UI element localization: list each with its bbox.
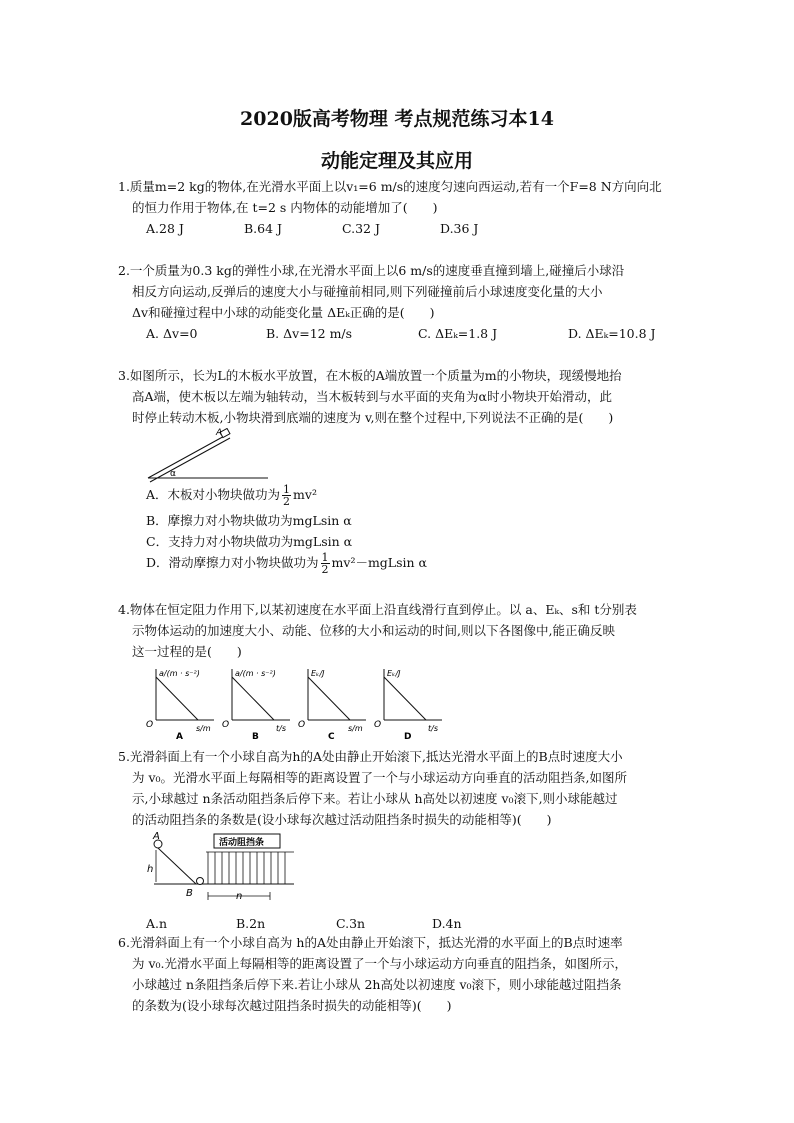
- q4-line-1: 4.物体在恒定阻力作用下,以某初速度在水平面上沿直线滑行直到停止。以 a、Eₖ、s和 t分别表: [118, 602, 637, 617]
- q3-option-d-prefix: D．滑动摩擦力对小物块做功为: [146, 555, 319, 570]
- q5-option-c[interactable]: C.3n: [336, 916, 366, 931]
- q3-option-a-prefix: A．木板对小物块做功为: [146, 487, 281, 502]
- q4-graph-c[interactable]: [298, 669, 366, 739]
- q2-option-b[interactable]: B. Δv=12 m/s: [266, 326, 353, 341]
- q5-line-1: 5.光滑斜面上有一个小球自高为h的A处由静止开始滚下,抵达光滑水平面上的B点时速度大小: [118, 749, 623, 764]
- q4-graph-c-origin: O: [298, 720, 306, 730]
- question-6: [118, 932, 700, 1016]
- q3-option-a[interactable]: [146, 484, 700, 510]
- question-3: [118, 365, 700, 578]
- q4-graph-d-tag: D: [404, 732, 412, 739]
- q4-graph-d-ylabel: Eₖ/J: [387, 669, 401, 678]
- q2-option-d[interactable]: D. ΔEₖ=10.8 J: [568, 326, 656, 341]
- question-4: [118, 599, 700, 739]
- q5-label-h: h: [147, 864, 154, 875]
- q5-label-b: B: [186, 888, 193, 899]
- q3-board-upper-edge: [150, 438, 230, 482]
- q3-board-lower-edge: [148, 434, 228, 478]
- q4-graph-b-curve: [232, 677, 274, 720]
- q4-graph-d-origin: O: [374, 720, 382, 730]
- q3-option-b[interactable]: B．摩擦力对小物块做功为mgLsin α: [146, 513, 352, 528]
- q3-option-a-frac-den: 2: [283, 495, 291, 508]
- q3-option-a-suffix: mv²: [293, 487, 317, 502]
- page-title: 2020版高考物理 考点规范练习本14: [240, 108, 554, 130]
- q5-label-n: n: [236, 891, 243, 902]
- q1-option-c[interactable]: C.32 J: [342, 221, 380, 236]
- q1-option-d[interactable]: D.36 J: [440, 221, 479, 236]
- q3-option-d-frac-den: 2: [321, 563, 329, 576]
- q2-option-c[interactable]: C. ΔEₖ=1.8 J: [418, 326, 498, 341]
- q4-graph-a-xlabel: s/m: [196, 724, 211, 733]
- q4-graph-a-tag: A: [176, 732, 183, 739]
- q6-line-1: 6.光滑斜面上有一个小球自高为 h的A处由静止开始滚下，抵达光滑的水平面上的B点时速率: [118, 935, 623, 950]
- q1-option-b[interactable]: B.64 J: [244, 221, 283, 236]
- q5-label-a: A: [153, 832, 160, 842]
- q4-graph-d-curve: [384, 677, 426, 720]
- q5-option-a[interactable]: A.n: [146, 916, 168, 931]
- q6-line-4: 的条数为(设小球每次越过阻挡条时损失的动能相等)( ): [132, 998, 452, 1013]
- q4-graph-c-tag: C: [328, 732, 335, 739]
- q3-option-a-frac-num: 1: [283, 483, 291, 496]
- q3-line-3: 时停止转动木板,小物块滑到底端的速度为 v,则在整个过程中,下列说法不正确的是( ): [132, 410, 614, 425]
- q3-line-1: 3.如图所示，长为L的木板水平放置，在木板的A端放置一个质量为m的小物块，现缓慢地抬: [118, 368, 622, 383]
- q1-options: [118, 218, 700, 239]
- q6-line-3: 小球越过 n条阻挡条后停下来.若让小球从 2h高处以初速度 v₀滚下，则小球能越过阻挡条: [132, 977, 622, 992]
- q4-graph-b-xlabel: t/s: [276, 724, 286, 733]
- q4-graph-c-ylabel: Eₖ/J: [311, 669, 325, 678]
- question-1: [118, 176, 700, 239]
- q2-line-1: 2.一个质量为0.3 kg的弹性小球,在光滑水平面上以6 m/s的速度垂直撞到墙上,碰撞后小球沿: [118, 263, 625, 278]
- q4-graph-a-origin: O: [146, 720, 154, 730]
- q4-graph-b[interactable]: [222, 669, 290, 739]
- question-5: [118, 746, 700, 934]
- page-subtitle: 动能定理及其应用: [320, 150, 473, 172]
- q3-option-d-frac-num: 1: [321, 551, 329, 564]
- q5-barrier-strips: [206, 852, 294, 884]
- q4-graph-b-origin: O: [222, 720, 230, 730]
- question-2: [118, 260, 700, 344]
- q4-line-2: 示物体运动的加速度大小、动能、位移的大小和运动的时间,则以下各图像中,能正确反映: [132, 623, 615, 638]
- q5-barrier-figure: [144, 832, 304, 912]
- q3-line-2: 高A端，使木板以左端为轴转动，当木板转到与水平面的夹角为α时小物块开始滑动，此: [132, 389, 612, 404]
- q5-ball-b: [197, 878, 204, 885]
- q4-graph-a-curve: [156, 677, 198, 720]
- q2-line-2: 相反方向运动,反弹后的速度大小与碰撞前相同,则下列碰撞前后小球速度变化量的大小: [132, 284, 603, 299]
- q3-incline-figure: [144, 428, 274, 484]
- q5-barrier-label: 活动阻挡条: [219, 838, 265, 848]
- q3-option-d-fraction: [321, 552, 330, 575]
- q1-line-1: 1.质量m=2 kg的物体,在光滑水平面上以v₁=6 m/s的速度匀速向西运动,若有一个F=8 N方向向北: [118, 179, 662, 194]
- q5-option-b[interactable]: B.2n: [236, 916, 266, 931]
- q4-graph-d[interactable]: [374, 669, 442, 739]
- q3-option-d-suffix: mv²－mgLsin α: [331, 555, 427, 570]
- q1-option-a[interactable]: A.28 J: [146, 221, 184, 236]
- q5-options: [118, 913, 700, 934]
- q4-graph-a-ylabel: a/(m · s⁻²): [159, 669, 200, 678]
- q5-line-2: 为 v₀。光滑水平面上每隔相等的距离设置了一个与小球运动方向垂直的活动阻挡条,如图所: [132, 770, 628, 785]
- q5-line-4: 的活动阻挡条的条数是(设小球每次越过活动阻挡条时损失的动能相等)( ): [132, 812, 552, 827]
- q5-option-d[interactable]: D.4n: [432, 916, 462, 931]
- q4-line-3: 这一过程的是( ): [132, 644, 242, 659]
- q1-line-2: 的恒力作用于物体,在 t=2 s 内物体的动能增加了( ): [132, 200, 438, 215]
- q3-label-a: A: [216, 428, 223, 438]
- q2-options: [118, 323, 700, 344]
- q4-graph-b-ylabel: a/(m · s⁻²): [235, 669, 276, 678]
- q3-option-c[interactable]: C．支持力对小物块做功为mgLsin α: [146, 534, 353, 549]
- q3-label-alpha: α: [170, 469, 176, 479]
- q4-graphs-figure: [146, 665, 466, 739]
- q5-incline: [158, 848, 196, 884]
- q3-option-d[interactable]: [146, 552, 700, 578]
- q4-graph-c-xlabel: s/m: [348, 724, 363, 733]
- q3-option-a-fraction: [282, 484, 291, 507]
- q2-line-3: Δv和碰撞过程中小球的动能变化量 ΔEₖ正确的是( ): [132, 305, 435, 320]
- q4-graph-c-curve: [308, 677, 350, 720]
- q2-option-a[interactable]: A. Δv=0: [146, 326, 198, 341]
- q6-line-2: 为 v₀.光滑水平面上每隔相等的距离设置了一个与小球运动方向垂直的阻挡条，如图所示，: [132, 956, 628, 971]
- q4-graph-a[interactable]: [146, 669, 214, 739]
- q4-graph-b-tag: B: [252, 732, 259, 739]
- q4-graph-d-xlabel: t/s: [428, 724, 438, 733]
- q3-options: [118, 484, 700, 578]
- q5-line-3: 示,小球越过 n条活动阻挡条后停下来。若让小球从 h高处以初速度 v₀滚下,则小球能越过: [132, 791, 618, 806]
